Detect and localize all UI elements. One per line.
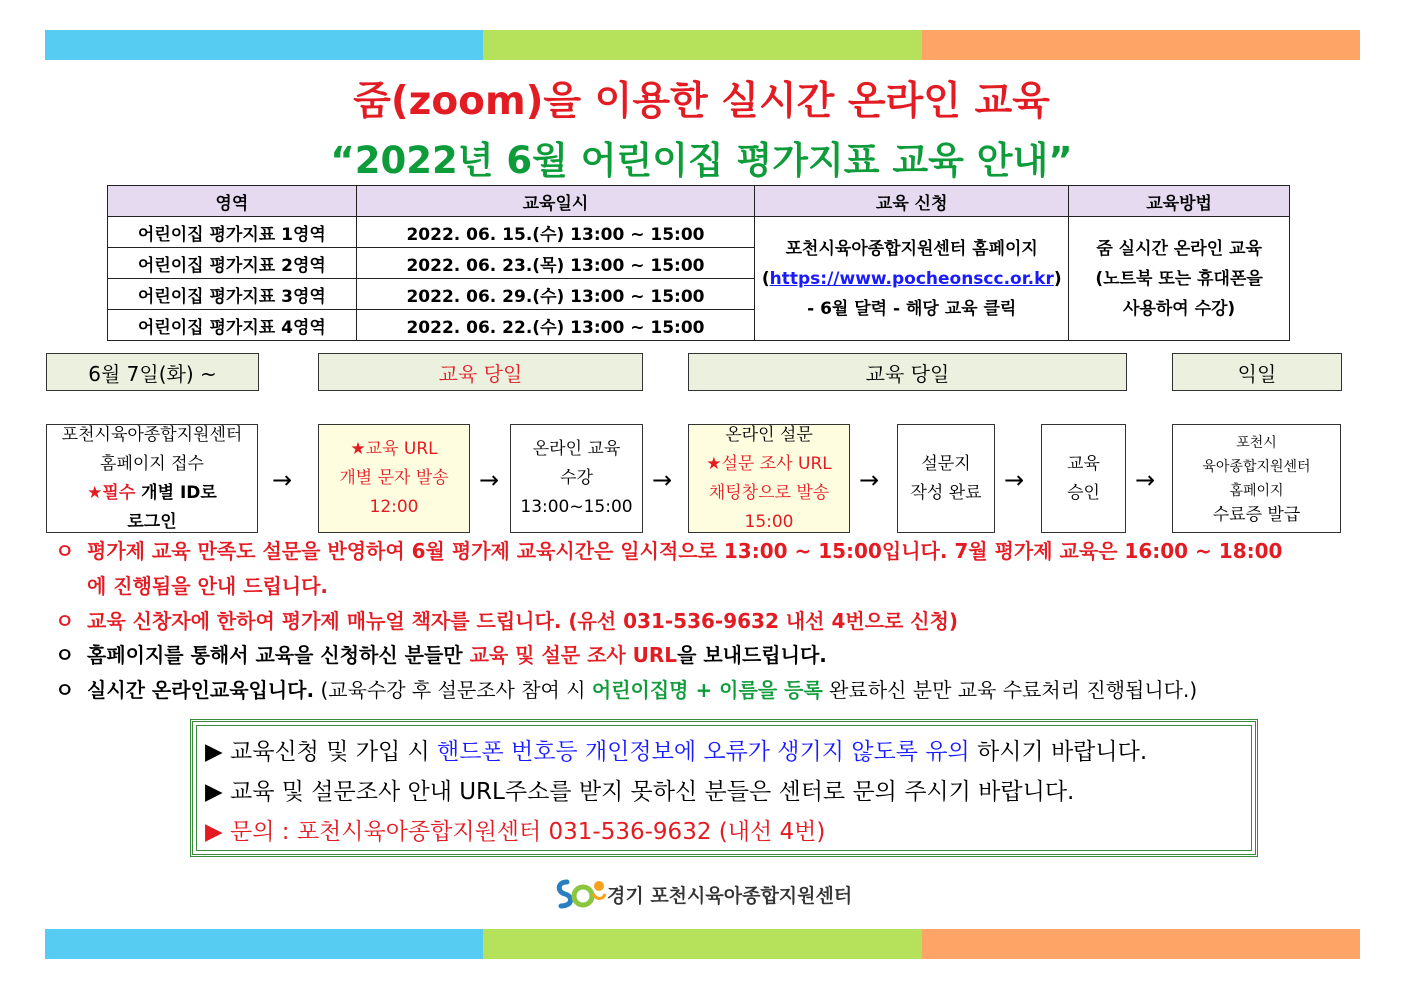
bottom-color-bar xyxy=(45,929,1360,959)
arrow-icon: → xyxy=(1004,466,1025,494)
method-line3: 사용하여 수강) xyxy=(1122,298,1236,319)
notice-line-1: ▶ 교육신청 및 가입 시 핸드폰 번호등 개인정보에 오류가 생기지 않도록 유의 하시기 바랍니다. xyxy=(205,739,1148,765)
step-survey-done: 설문지 작성 완료 xyxy=(897,424,995,533)
center-logo-icon xyxy=(553,876,607,912)
area-cell: 어린이집 평가지표 3영역 xyxy=(108,279,357,310)
center-name: 경기 포천시육아종합지원센터 xyxy=(607,884,853,907)
note-3: ㅇ 홈페이지를 통해서 교육을 신청하신 분들만 교육 및 설문 조사 URL을 보내드립니다. xyxy=(55,643,827,667)
step-online-class: 온라인 교육 수강 13:00~15:00 xyxy=(510,424,643,533)
header-area: 영역 xyxy=(108,186,357,217)
note-2: ㅇ 교육 신창자에 한하여 평가제 매뉴얼 책자를 드립니다. (유선 031-536-9632 내선 4번으로 신청) xyxy=(55,609,959,633)
method-line2: (노트북 또는 휴대폰을 xyxy=(1095,268,1263,289)
header-date: 교육일시 xyxy=(356,186,755,217)
note-1: ㅇ 평가제 교육 만족도 설문을 반영하여 6월 평가제 교육시간은 일시적으로 13:00 ~ 15:00입니다. 7월 평가제 교육은 16:00 ~ 18:00 xyxy=(55,539,1283,563)
date-cell: 2022. 06. 29.(수) 13:00 ~ 15:00 xyxy=(356,279,755,310)
table-row xyxy=(108,217,1290,248)
step-certificate: 포천시 육아종합지원센터 홈페이지 수료증 발급 xyxy=(1172,424,1341,533)
date-cell: 2022. 06. 22.(수) 13:00 ~ 15:00 xyxy=(356,310,755,341)
notice-box xyxy=(190,719,1258,857)
stage-label-day-of-2: 교육 당일 xyxy=(688,353,1127,391)
arrow-icon: → xyxy=(272,466,293,494)
header-apply: 교육 신청 xyxy=(755,186,1069,217)
schedule-table xyxy=(107,185,1290,341)
method-cell xyxy=(1069,217,1290,341)
apply-line1: 포천시육아종합지원센터 홈페이지 xyxy=(785,238,1038,259)
area-cell: 어린이집 평가지표 2영역 xyxy=(108,248,357,279)
arrow-icon: → xyxy=(859,466,880,494)
homepage-link[interactable]: https://www.pocheonscc.or.kr xyxy=(769,268,1054,289)
main-title: 줌(zoom)을 이용한 실시간 온라인 교육 xyxy=(353,79,1050,124)
step-url-sms: ★교육 URL 개별 문자 발송 12:00 xyxy=(318,424,470,533)
area-cell: 어린이집 평가지표 1영역 xyxy=(108,217,357,248)
apply-line2: (https://www.pocheonscc.or.kr) xyxy=(761,268,1062,289)
step-approval: 교육 승인 xyxy=(1041,424,1126,533)
apply-cell xyxy=(755,217,1069,341)
arrow-icon: → xyxy=(652,466,673,494)
notice-line-3: ▶ 문의 : 포천시육아종합지원센터 031-536-9632 (내선 4번) xyxy=(205,819,826,845)
sub-title: “2022년 6월 어린이집 평가지표 교육 안내” xyxy=(330,139,1073,182)
date-cell: 2022. 06. 23.(목) 13:00 ~ 15:00 xyxy=(356,248,755,279)
step-register: 포천시육아종합지원센터 홈페이지 접수 ★필수 개별 ID로 로그인 xyxy=(46,424,258,533)
notice-line-2: ▶ 교육 및 설문조사 안내 URL주소를 받지 못하신 분들은 센터로 문의 주시기 바랍니다. xyxy=(205,779,1075,805)
header-method: 교육방법 xyxy=(1069,186,1290,217)
note-1-cont: 에 진행됨을 안내 드립니다. xyxy=(87,574,329,598)
top-color-bar xyxy=(45,30,1360,60)
table-header-row xyxy=(108,186,1290,217)
arrow-icon: → xyxy=(1135,466,1156,494)
stage-label-start: 6월 7일(화) ~ xyxy=(46,353,259,391)
method-line1: 줌 실시간 온라인 교육 xyxy=(1096,238,1262,259)
area-cell: 어린이집 평가지표 4영역 xyxy=(108,310,357,341)
apply-line3: - 6월 달력 - 해당 교육 클릭 xyxy=(807,298,1017,319)
date-cell: 2022. 06. 15.(수) 13:00 ~ 15:00 xyxy=(356,217,755,248)
stage-label-next-day: 익일 xyxy=(1172,353,1342,391)
center-logo xyxy=(553,876,852,912)
note-4: ㅇ 실시간 온라인교육입니다. (교육수강 후 설문조사 참여 시 어린이집명 + 이름을 등록 완료하신 분만 교육 수료처리 진행됩니다.) xyxy=(55,678,1198,702)
stage-label-day-of: 교육 당일 xyxy=(318,353,643,391)
step-online-survey: 온라인 설문 ★설문 조사 URL 채팅창으로 발송 15:00 xyxy=(688,424,850,533)
arrow-icon: → xyxy=(479,466,500,494)
